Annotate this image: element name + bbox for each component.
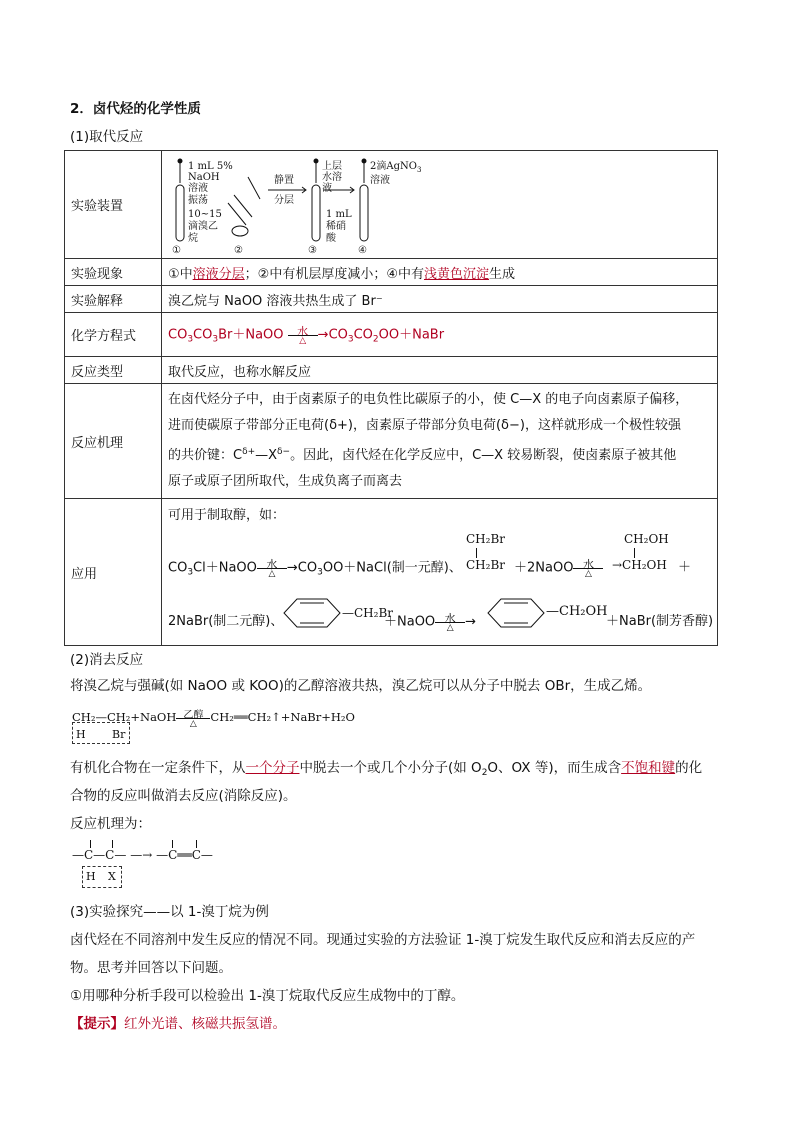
phenomenon-cell <box>162 259 718 286</box>
section-title: 2．卤代烃的化学性质 <box>70 101 201 117</box>
mechanism-line: 在卤代烃分子中，由于卤素原子的电负性比碳原子的小，使 C—X 的电子向卤素原子偏移， <box>168 392 689 407</box>
elimination-definition-line-1: 有机化合物在一定条件下，从一个分子中脱去一个或几个小分子(如 $O_2O$、OX 等)，而生成含不饱和键的化 <box>70 760 703 778</box>
bond-line <box>476 548 477 558</box>
mechanism-line: 进而使碳原子带部分正电荷(δ+)，卤素原子带部分负电荷(δ−)，这样就形成一个极性较强 <box>168 418 681 433</box>
bromine-label: Br <box>112 728 126 741</box>
elimination-intro: 将溴乙烷与强碱(如 NaOO 或 KOO)的乙醇溶液共热，溴乙烷可以从分子中脱去 OBr，生成乙烯。 <box>70 678 652 694</box>
answer-blank: 一个分子 <box>245 760 300 776</box>
answer-blank: 浅黄色沉淀 <box>423 266 489 282</box>
benzyl-bromide-group: —CH₂Br <box>342 606 394 620</box>
row-key: 实验现象 <box>65 259 162 286</box>
apparatus-label: 分层 <box>274 194 294 206</box>
apparatus-label: 水溶 <box>322 171 342 183</box>
apparatus-label: 10~15 <box>188 208 222 220</box>
hint-text: 红外光谱、核磁共振氢谱。 <box>124 1016 286 1032</box>
explanation-cell: 溴乙烷与 NaOO 溶液共热生成了 Br⁻ <box>162 286 718 313</box>
apparatus-diagram <box>168 155 428 255</box>
application-reaction-3-suffix: ＋NaBr(制芳香醇) <box>606 614 714 629</box>
bond-line <box>172 840 173 848</box>
application-reaction-3: ＋NaOO 水 △ → <box>384 612 477 633</box>
subsection-title-elimination: (2)消去反应 <box>70 652 144 668</box>
apparatus-label: 2滴AgNO$_3$ <box>370 160 422 174</box>
benzene-ring-icon <box>282 596 342 630</box>
diol-reactant-top: CH₂Br <box>466 532 506 546</box>
diol-product-top: CH₂OH <box>624 532 669 546</box>
phenomenon-text: 生成 <box>489 266 516 282</box>
subsection-title-experiment: (3)实验探究——以 1-溴丁烷为例 <box>70 904 269 920</box>
answer-blank: 不饱和键 <box>621 760 676 776</box>
diol-reactant-bottom: CH₂Br <box>466 558 506 572</box>
step-number: ② <box>234 244 243 255</box>
row-key: 实验解释 <box>65 286 162 313</box>
apparatus-label: 滴溴乙 <box>188 220 218 232</box>
table-row <box>65 286 718 313</box>
mechanism-title: 反应机理为： <box>70 816 151 832</box>
bond-line <box>196 840 197 848</box>
apparatus-label: 液 <box>322 182 332 194</box>
step-number: ③ <box>308 244 317 255</box>
table-row <box>65 499 718 646</box>
mechanism-line: 的共价键：$C^{\delta+}—X^{\delta-}$。因此，卤代烃在化学反应中，C—X 较易断裂，使卤素原子被其他 <box>168 447 677 463</box>
application-reaction-3-prefix: 2NaBr(制二元醇)、 <box>168 614 284 629</box>
apparatus-cell <box>162 151 718 259</box>
equation-cell: $CO_3CO_3Br+NaOO$ 水 △ $\to CO_3CO_2OO+NaBr$ <box>162 313 718 357</box>
bond-line <box>634 548 635 558</box>
application-reaction-1: $CO_3Cl+NaOO$ 水 △ $\to CO_3OO+NaCl$(制一元醇)、 <box>168 558 462 579</box>
row-key: 反应机理 <box>65 384 162 499</box>
halogen-label: X <box>108 870 116 883</box>
row-key: 应用 <box>65 499 162 646</box>
question-1: ①用哪种分析手段可以检验出 1-溴丁烷取代反应生成物中的丁醇。 <box>70 988 465 1004</box>
experiment-text-line-2: 物。思考并回答以下问题。 <box>70 960 232 976</box>
apparatus-label: 溶液 <box>188 182 208 194</box>
plus-sign: ＋ <box>678 560 692 575</box>
step-number: ④ <box>358 244 367 255</box>
apparatus-label: NaOH <box>188 171 220 183</box>
benzyl-alcohol-group: —CH₂OH <box>546 604 608 619</box>
mechanism-line: 原子或原子团所取代，生成负离子而离去 <box>168 474 403 489</box>
apparatus-label: 静置 <box>274 174 294 186</box>
benzene-ring-icon <box>486 596 546 630</box>
substitution-table <box>64 150 718 646</box>
hint <box>70 1012 286 1032</box>
bond-line <box>90 840 91 848</box>
phenomenon-text: ；②中有机层厚度减小；④中有 <box>244 266 424 282</box>
table-row <box>65 313 718 357</box>
apparatus-label: 上层 <box>322 160 342 172</box>
reaction-type-cell: 取代反应，也称水解反应 <box>162 357 718 384</box>
table-row <box>65 151 718 259</box>
apparatus-label: 酸 <box>326 232 336 244</box>
elimination-definition-line-2: 合物的反应叫做消去反应(消除反应)。 <box>70 788 297 804</box>
experiment-text-line-1: 卤代烃在不同溶剂中发生反应的情况不同。现通过实验的方法验证 1-溴丁烷发生取代反应和消去反应的产 <box>70 932 696 948</box>
row-key: 反应类型 <box>65 357 162 384</box>
apparatus-label: 1 mL <box>326 208 352 220</box>
hydrogen-label: H <box>76 728 86 741</box>
row-key: 实验装置 <box>65 151 162 259</box>
application-intro: 可用于制取醇，如： <box>168 508 286 523</box>
answer-blank: 溶液分层 <box>192 266 245 282</box>
apparatus-label: 1 mL 5% <box>188 160 233 172</box>
step-number: ① <box>172 244 181 255</box>
apparatus-label: 溶液 <box>370 174 390 186</box>
application-cell <box>162 499 718 646</box>
reaction-condition: 水 △ <box>288 323 318 347</box>
diol-product-bottom: →CH₂OH <box>612 558 667 572</box>
hydrogen-label: H <box>86 870 96 883</box>
apparatus-label: 稀硝 <box>326 220 346 232</box>
elimination-equation: CH₂—CH₂+NaOH 乙醇 △ CH₂══CH₂↑+NaBr+H₂O <box>72 710 355 729</box>
hint-label: 【提示】 <box>70 1016 124 1032</box>
table-row <box>65 357 718 384</box>
bond-line <box>112 840 113 848</box>
application-reaction-2: ＋2NaOO 水 △ <box>514 556 603 580</box>
table-row <box>65 384 718 499</box>
table-row <box>65 259 718 286</box>
mechanism-cell <box>162 384 718 499</box>
row-key: 化学方程式 <box>65 313 162 357</box>
mechanism-equation: —C—C— —→ —C══C— <box>72 848 213 862</box>
apparatus-label: 烷 <box>188 232 198 244</box>
phenomenon-text: ①中 <box>168 266 193 282</box>
apparatus-label: 振荡 <box>188 194 208 206</box>
subsection-title-substitution: (1)取代反应 <box>70 129 144 145</box>
